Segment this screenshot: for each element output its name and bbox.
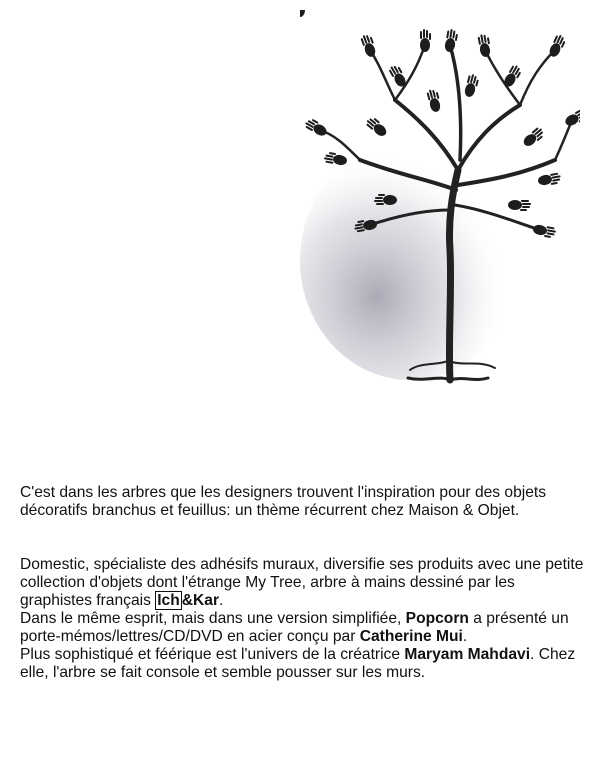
period: .	[462, 628, 468, 645]
intro-paragraph	[20, 484, 590, 520]
popcorn-mid-text: a présenté un porte-mémos/lettres/CD/DVD en acier conçu par	[20, 610, 569, 645]
tree-illustration	[300, 10, 580, 390]
mahdavi-text: Plus sophistiqué et féérique est l'univers de la créatrice	[20, 646, 405, 663]
period: .	[219, 592, 224, 609]
paragraph-gap	[20, 520, 590, 556]
mahdavi-end-text: . Chez elle, l'arbre se fait console et semble pousser sur les murs.	[20, 646, 576, 681]
mahdavi-paragraph	[20, 646, 590, 682]
popcorn-paragraph	[20, 610, 590, 646]
popcorn-text: Dans le même esprit, mais dans une version simplifiée,	[20, 610, 406, 627]
designer-maryam-mahdavi: Maryam Mahdavi	[404, 646, 531, 663]
designer-ich: Ich	[157, 592, 180, 609]
domestic-paragraph	[20, 556, 590, 610]
intro-text: C'est dans les arbres que les designers trouvent l'inspiration pour des objets décoratifs branchus et feuillus: un thème récurrent chez Maison & Objet.	[20, 484, 547, 519]
article-text	[20, 484, 590, 682]
designer-catherine-mui: Catherine Mui	[359, 628, 463, 645]
brand-popcorn: Popcorn	[405, 610, 469, 627]
designer-kar: &Kar	[181, 592, 220, 609]
domestic-text: Domestic, spécialiste des adhésifs muraux, diversifie ses produits avec une petite collection d'objets dont l'étrange My Tree, arbre à mains dessiné par les graphistes français	[20, 556, 584, 609]
